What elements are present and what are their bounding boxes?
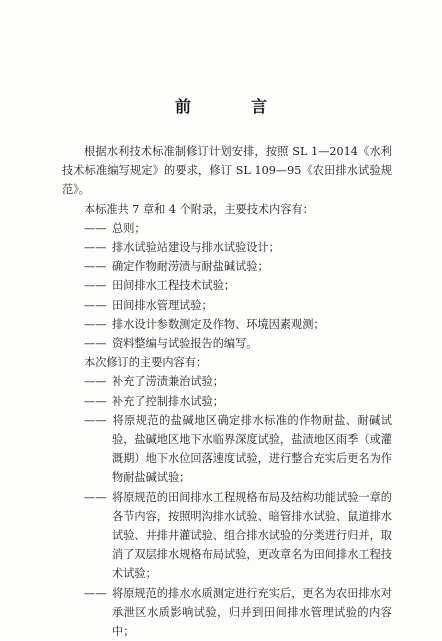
- revision-list: [62, 372, 392, 641]
- list-item-text: 资料整编与试验报告的编写。: [112, 337, 258, 351]
- list-item-text: 补充了涝渍兼治试验；: [112, 375, 224, 389]
- list-item-text: 总则；: [112, 221, 146, 235]
- list-item-text: 补充了控制排水试验；: [112, 394, 224, 408]
- content-list: [62, 219, 392, 353]
- list-item: [62, 315, 392, 334]
- dash-marker: ——: [84, 317, 107, 331]
- list-item-text: 排水设计参数测定及作物、环境因素观测；: [112, 317, 325, 331]
- list-item: [62, 219, 392, 238]
- content-intro: 本标准共 7 章和 4 个附录，主要技术内容有：: [84, 202, 314, 216]
- list-item: [62, 296, 392, 315]
- dash-marker: ——: [84, 413, 107, 427]
- revision-intro: 本次修订的主要内容有：: [84, 356, 208, 370]
- list-item: [62, 276, 392, 295]
- list-item-text: 田间排水管理试验；: [112, 298, 213, 312]
- list-item-text: 将原规范的盐碱地区确定排水标准的作物耐盐、耐碱试验，盐碱地区地下水临界深度试验，盐渍地区雨季（或灌溉期）地下水位回落速度试验，进行整合充实后更名为作物耐盐碱试验；: [112, 413, 392, 485]
- list-item-text: 确定作物耐涝渍与耐盐碱试验；: [112, 260, 269, 274]
- document-body: [62, 142, 392, 641]
- list-item-text: 田间排水工程技术试验；: [112, 279, 236, 293]
- list-item: [62, 238, 392, 257]
- dash-marker: ——: [84, 279, 107, 293]
- dash-marker: ——: [84, 241, 107, 255]
- intro-paragraph: 根据水利技术标准制修订计划安排，按照 SL 1—2014《水利技术标准编写规定》的要求，修订 SL 109—95《农田排水试验规范》。: [62, 145, 392, 197]
- dash-marker: ——: [84, 298, 107, 312]
- list-item: [62, 411, 392, 488]
- dash-marker: ——: [84, 375, 107, 389]
- dash-marker: ——: [84, 490, 107, 504]
- list-item: [62, 334, 392, 353]
- list-item-text: 将原规范的田间排水工程规格布局及结构功能试验一章的各节内容，按照明沟排水试验、暗管排水试验、鼠道排水试验、井排井灌试验、组合排水试验的分类进行归并，取消了双层排水规格布局试验，更改章名为田间排水工程技术试验；: [112, 490, 392, 581]
- page-title: 前 言: [174, 97, 289, 116]
- list-item: [62, 584, 392, 641]
- list-item: [62, 372, 392, 391]
- list-item: [62, 392, 392, 411]
- dash-marker: ——: [84, 394, 107, 408]
- list-item: [62, 488, 392, 584]
- dash-marker: ——: [84, 260, 107, 274]
- list-item: [62, 257, 392, 276]
- dash-marker: ——: [84, 221, 107, 235]
- dash-marker: ——: [84, 337, 107, 351]
- list-item-text: 将原规范的排水水质测定进行充实后，更名为农田排水对承泄区水质影响试验，归并到田间排水管理试验的内容中；: [112, 586, 392, 639]
- list-item-text: 排水试验站建设与排水试验设计；: [112, 241, 280, 255]
- dash-marker: ——: [84, 586, 107, 600]
